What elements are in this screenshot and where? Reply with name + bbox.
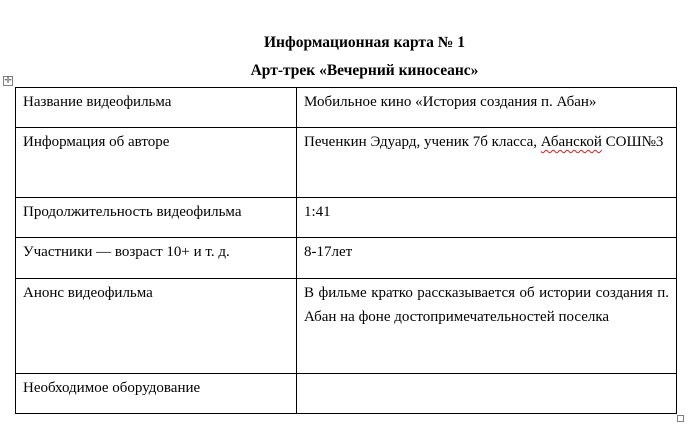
table-row (16, 374, 677, 414)
spellcheck-flagged-word: Абанской (540, 134, 602, 150)
info-table (15, 87, 677, 414)
value-text: СОШ№3 (601, 134, 664, 150)
label-cell[interactable]: Необходимое оборудование (16, 374, 297, 414)
value-text: Печенкин Эдуард, ученик 7б класса, (304, 134, 541, 150)
table-row (16, 128, 677, 198)
table-move-icon[interactable]: ✛ (4, 76, 12, 86)
value-cell[interactable] (297, 374, 677, 414)
value-cell[interactable]: Мобильное кино «История создания п. Абан» (297, 88, 677, 128)
label-cell[interactable]: Продолжительность видеофильма (16, 198, 297, 238)
label-cell[interactable]: Анонс видеофильма (16, 279, 297, 374)
label-cell[interactable]: Название видеофильма (16, 88, 297, 128)
label-cell[interactable]: Информация об авторе (16, 128, 297, 198)
card-subtitle: Арт-трек «Вечерний киносеанс» (250, 62, 479, 79)
table-resize-icon[interactable] (677, 415, 684, 422)
label-cell[interactable]: Участники — возраст 10+ и т. д. (16, 238, 297, 279)
table-row (16, 198, 677, 238)
card-title: Информационная карта № 1 (263, 34, 466, 51)
value-cell[interactable]: 1:41 (297, 198, 677, 238)
table-row (16, 238, 677, 279)
value-cell[interactable]: В фильме кратко рассказывается об истории создания п. Абан на фоне достопримечательностей поселка (297, 279, 677, 374)
value-cell[interactable]: 8-17лет (297, 238, 677, 279)
table-row (16, 88, 677, 128)
value-cell[interactable] (297, 128, 677, 198)
table-row (16, 279, 677, 374)
